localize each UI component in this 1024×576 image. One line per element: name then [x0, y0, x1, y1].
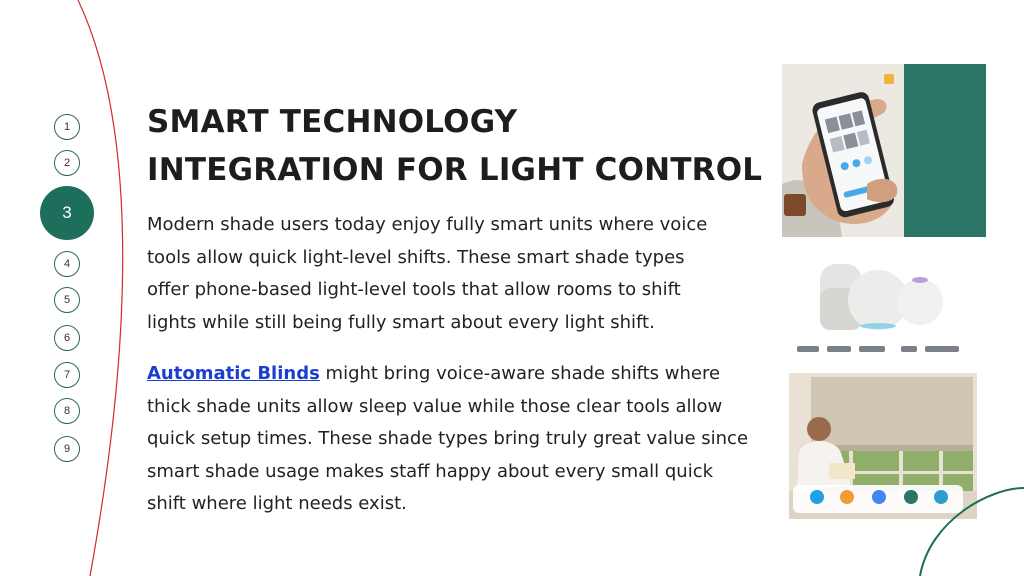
nav-page-3-current[interactable]: 3: [40, 186, 94, 240]
title-line-1: SMART TECHNOLOGY: [147, 104, 518, 140]
window-blinds-image: [789, 373, 977, 519]
phone-app-image: [782, 64, 986, 237]
smart-speakers-illustration: [793, 258, 965, 362]
body-paragraph-2: [147, 358, 767, 521]
paragraph-2-line: thick shade units allow sleep value while those clear tools allow: [147, 395, 723, 417]
nav-page-4[interactable]: 4: [54, 251, 80, 277]
paragraph-2-line: quick setup times. These shade types bring truly great value since: [147, 428, 749, 449]
nav-page-9[interactable]: 9: [54, 436, 80, 462]
automatic-blinds-link[interactable]: Automatic Blinds: [147, 363, 320, 384]
paragraph-1-line: tools allow quick light-level shifts. These smart shade types: [147, 246, 685, 268]
body-paragraph-1: [147, 209, 767, 339]
nav-page-2[interactable]: 2: [54, 150, 80, 176]
window-blinds-illustration: [789, 373, 977, 519]
paragraph-2-line: [147, 358, 767, 391]
paragraph-1-line: offer phone-based light-level tools that allow rooms to shift: [147, 279, 681, 300]
paragraph-2-line: shift where light needs exist.: [147, 493, 407, 514]
title-line-2: INTEGRATION FOR LIGHT CONTROL: [147, 152, 763, 188]
nav-page-1[interactable]: 1: [54, 114, 80, 140]
nav-page-6[interactable]: 6: [54, 325, 80, 351]
paragraph-2-line: smart shade usage makes staff happy about every small quick: [147, 460, 714, 482]
paragraph-2-line-1-text: might bring voice-aware shade shifts where: [319, 363, 721, 384]
paragraph-1-line: lights while still being fully smart about every light shift.: [147, 311, 655, 333]
paragraph-1-line: Modern shade users today enjoy fully smart units where voice: [147, 214, 708, 235]
nav-page-5[interactable]: 5: [54, 287, 80, 313]
nav-page-8[interactable]: 8: [54, 398, 80, 424]
nav-page-7[interactable]: 7: [54, 362, 80, 388]
slide-title: [147, 98, 777, 194]
smart-speakers-image: [793, 258, 965, 362]
phone-app-illustration: [782, 64, 986, 237]
